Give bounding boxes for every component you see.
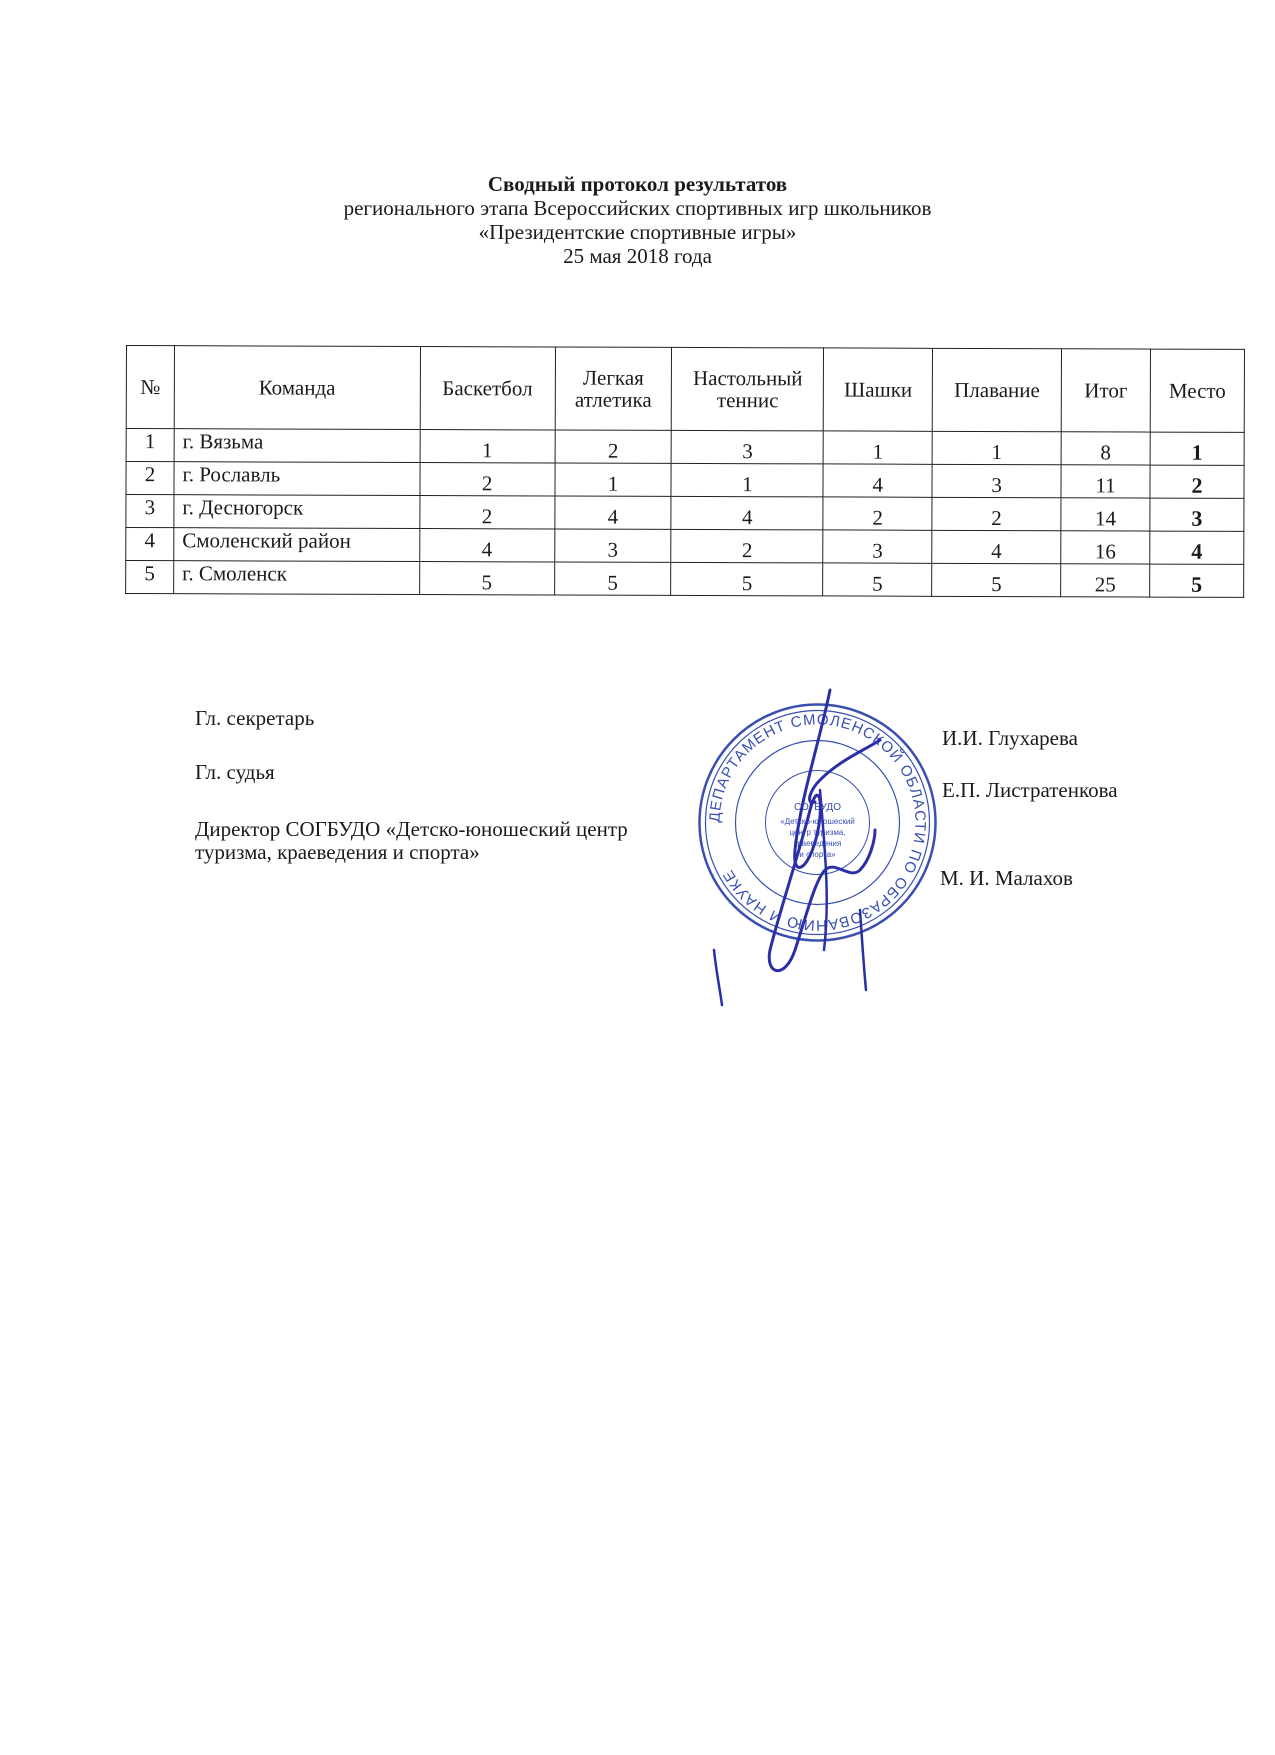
- col-header-athletics-line2: атлетика: [574, 387, 652, 412]
- total-score: 14: [1061, 498, 1150, 531]
- table-row: [126, 429, 1244, 466]
- col-header-tennis-line2: теннис: [716, 388, 779, 413]
- svg-text:центр туризма,: центр туризма,: [789, 828, 846, 837]
- athletics-score: 5: [554, 562, 671, 595]
- table-row: [126, 495, 1244, 532]
- total-score: 8: [1061, 432, 1150, 465]
- basketball-score: 4: [419, 529, 554, 562]
- row-num: 4: [126, 528, 174, 561]
- checkers-score: 3: [823, 530, 932, 563]
- col-header-athletics: [555, 347, 672, 430]
- swimming-score: 5: [932, 563, 1061, 596]
- col-header-team: Команда: [174, 346, 420, 430]
- total-score: 16: [1061, 531, 1150, 564]
- svg-text:СОГБУДО: СОГБУДО: [794, 802, 841, 813]
- table-row: [126, 561, 1244, 598]
- col-header-tennis: [672, 347, 824, 431]
- checkers-score: 2: [823, 497, 932, 530]
- total-score: 25: [1061, 564, 1150, 597]
- checkers-score: 5: [823, 563, 932, 596]
- col-header-place: Место: [1150, 349, 1244, 432]
- basketball-score: 2: [420, 496, 555, 529]
- document-title: Сводный протокол результатов: [487, 172, 788, 196]
- col-header-tennis-line1: Настольный: [692, 365, 803, 391]
- col-header-swimming: Плавание: [932, 348, 1061, 431]
- team-name: г. Рославль: [174, 462, 420, 496]
- col-header-checkers: Шашки: [824, 348, 933, 431]
- row-num: 1: [126, 429, 174, 462]
- col-header-num: №: [126, 346, 174, 429]
- row-num: 5: [126, 561, 174, 594]
- table-header-row: [126, 346, 1244, 433]
- place: 1: [1150, 432, 1244, 465]
- director-title-line1: Директор СОГБУДО «Детско-юношеский центр: [195, 817, 628, 841]
- event-date: 25 мая 2018 года: [563, 244, 712, 268]
- secretary-name: И.И. Глухарева: [942, 726, 1078, 750]
- athletics-score: 3: [554, 529, 671, 562]
- team-name: Смоленский район: [174, 528, 420, 562]
- swimming-score: 3: [932, 464, 1061, 497]
- event-name: «Президентские спортивные игры»: [478, 220, 797, 244]
- judge-label: Гл. судья: [195, 760, 275, 784]
- table-row: [126, 462, 1244, 499]
- director-name: М. И. Малахов: [940, 866, 1073, 890]
- svg-text:«Детско-юношеский: «Детско-юношеский: [780, 817, 855, 826]
- col-header-basketball: Баскетбол: [420, 347, 555, 430]
- place: 5: [1150, 564, 1244, 597]
- place: 4: [1150, 531, 1244, 564]
- basketball-score: 2: [420, 463, 555, 496]
- col-header-total: Итог: [1061, 349, 1150, 432]
- tennis-score: 1: [671, 463, 823, 497]
- team-name: г. Смоленск: [174, 561, 420, 595]
- swimming-score: 4: [932, 530, 1061, 563]
- col-header-athletics-line1: Легкая: [582, 365, 644, 390]
- place: 2: [1150, 465, 1244, 498]
- checkers-score: 1: [823, 431, 932, 464]
- row-num: 2: [126, 462, 174, 495]
- athletics-score: 1: [555, 463, 672, 496]
- team-name: г. Вязьма: [174, 429, 420, 463]
- tennis-score: 4: [671, 496, 823, 530]
- swimming-score: 2: [932, 497, 1061, 530]
- handwritten-signature: [700, 680, 940, 1010]
- checkers-score: 4: [823, 464, 932, 497]
- director-title: [195, 818, 628, 864]
- document-header: [0, 172, 1275, 268]
- basketball-score: 1: [420, 430, 555, 463]
- place: 3: [1150, 498, 1244, 531]
- results-table: [125, 345, 1245, 598]
- tennis-score: 2: [671, 529, 823, 563]
- judge-name: Е.П. Листратенкова: [942, 778, 1118, 802]
- row-num: 3: [126, 495, 174, 528]
- table-row: [126, 528, 1244, 565]
- svg-text:краеведения: краеведения: [793, 839, 842, 848]
- swimming-score: 1: [932, 431, 1061, 464]
- tennis-score: 5: [671, 562, 823, 596]
- document-subtitle: регионального этапа Всероссийских спортивных игр школьников: [343, 196, 932, 220]
- total-score: 11: [1061, 465, 1150, 498]
- athletics-score: 4: [554, 496, 671, 529]
- director-title-line2: туризма, краеведения и спорта»: [195, 840, 480, 864]
- tennis-score: 3: [672, 430, 824, 464]
- athletics-score: 2: [555, 430, 672, 463]
- secretary-label: Гл. секретарь: [195, 706, 315, 730]
- basketball-score: 5: [419, 562, 554, 595]
- stamp-ring-text: ДЕПАРТАМЕНТ СМОЛЕНСКОЙ ОБЛАСТИ ПО ОБРАЗОВАНИЮ И НАУКЕ: [706, 711, 929, 934]
- svg-text:и спорта»: и спорта»: [799, 850, 836, 859]
- team-name: г. Десногорск: [174, 495, 420, 529]
